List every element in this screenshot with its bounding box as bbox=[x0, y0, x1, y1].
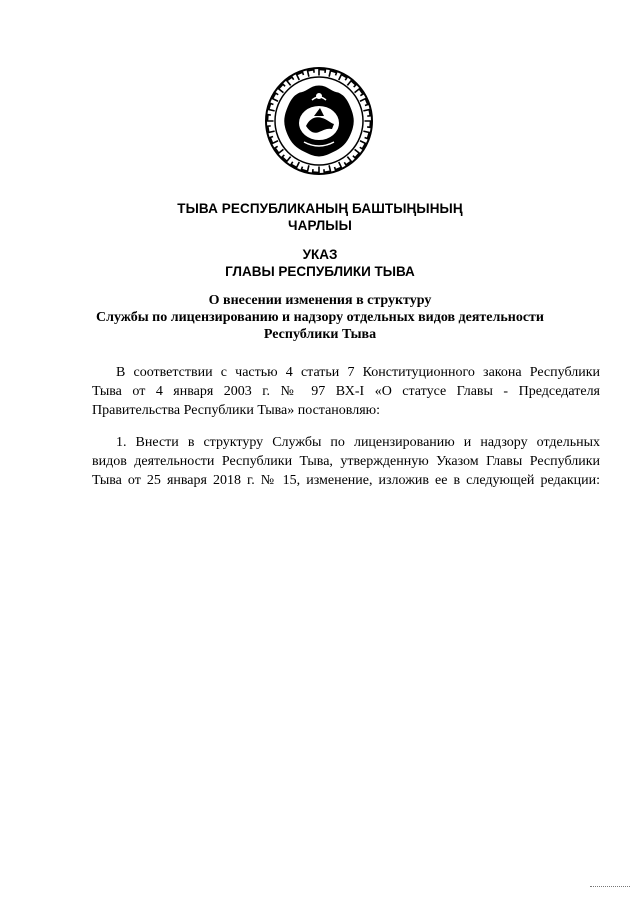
subject-line-3: Республики Тыва bbox=[263, 327, 377, 342]
meander-segment bbox=[268, 115, 274, 121]
meander-segment bbox=[268, 126, 275, 133]
meander-segment bbox=[269, 103, 275, 110]
meander-segment bbox=[297, 72, 304, 80]
coat-of-arms-icon bbox=[264, 66, 374, 176]
meander-segment bbox=[270, 137, 278, 144]
meander-segment bbox=[324, 165, 331, 172]
title-tyvan bbox=[60, 200, 580, 234]
scan-artifact bbox=[590, 886, 630, 889]
paragraph-line: Правительства Республики Тыва» постановляю: bbox=[92, 403, 380, 418]
paragraph-item-1 bbox=[92, 433, 600, 490]
paragraph-line: В соответствии с частью 4 статьи 7 Конституционного закона Республики bbox=[116, 365, 600, 380]
meander-segment bbox=[301, 165, 308, 171]
subject-heading bbox=[60, 292, 580, 343]
title-russian bbox=[60, 246, 580, 280]
paragraph-line: 1. Внести в структуру Службы по лицензированию и надзору отдельных bbox=[116, 435, 600, 450]
issuer: ГЛАВЫ РЕСПУБЛИКИ ТЫВА bbox=[225, 264, 415, 279]
meander-segment bbox=[313, 167, 319, 173]
meander-segment bbox=[360, 99, 368, 106]
meander-segment bbox=[329, 71, 336, 77]
meander-segment bbox=[365, 121, 371, 127]
title-tyvan-line-1: ТЫВА РЕСПУБЛИКАНЫҢ БАШТЫҢЫНЫҢ bbox=[177, 201, 463, 216]
meander-segment bbox=[363, 131, 369, 138]
meander-segment bbox=[308, 70, 315, 77]
paragraph-preamble bbox=[92, 363, 600, 420]
meander-segment bbox=[335, 162, 342, 170]
meander-segment bbox=[319, 70, 325, 76]
title-tyvan-line-2: ЧАРЛЫЫ bbox=[288, 218, 352, 233]
subject-line-2: Службы по лицензированию и надзору отдельных видов деятельности bbox=[96, 310, 544, 325]
meander-segment bbox=[363, 110, 370, 117]
subject-line-1: О внесении изменения в структуру bbox=[208, 293, 432, 308]
doc-type: УКАЗ bbox=[302, 247, 338, 262]
paragraph-line: Тыва от 4 января 2003 г. № 97 ВХ-I «О статусе Главы - Председателя bbox=[92, 384, 600, 399]
paragraph-line: видов деятельности Республики Тыва, утвержденную Указом Главы Республики bbox=[92, 454, 600, 469]
paragraph-line: Тыва от 25 января 2018 г. № 15, изменение, изложив ее в следующей редакции: bbox=[92, 473, 600, 488]
